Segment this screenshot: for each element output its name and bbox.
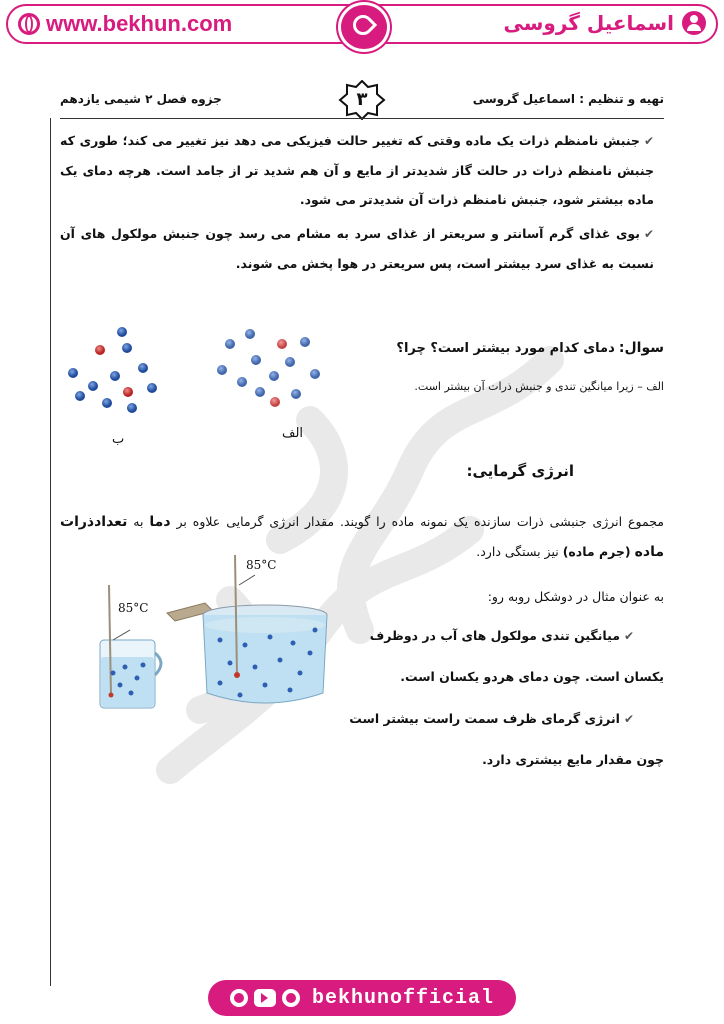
temp-large-label: 85°C	[246, 558, 277, 572]
social-handle[interactable]: bekhunofficial	[311, 986, 495, 1010]
telegram-icon[interactable]	[282, 989, 300, 1007]
website-text: www.bekhun.com	[46, 11, 233, 36]
page-number-badge	[338, 80, 386, 120]
point-2-line-1: ✔انرژی گرمای ظرف سمت راست بیشتر است	[349, 711, 634, 726]
point-1-line-1: ✔میانگین تندی مولکول های آب در دوظرف	[369, 628, 634, 643]
paragraph-smell: ✔بوی غذای گرم آسانتر و سریعتر از غذای سرد به مشام می رسد چون جنبش مولکول های آن نسبت به غذای سرد بیشتر است، پس سریعتر در هوا پخش می شوند.	[60, 226, 654, 271]
question-label: سوال:	[618, 340, 664, 356]
instagram-icon[interactable]	[230, 989, 248, 1007]
paragraph-motion: ✔جنبش نامنظم ذرات یک ماده وقتی که تغییر حالت فیزیکی می دهد نیز تغییر می کند؛ طوری که جنبش نامنظم ذرات در حالت گاز شدیدتر از مایع و آن هم شدید تر از جامد است. هرچه دمای یک ماده بیشتر شود، جنبش نامنظم ذرات آن شدیدتر می شود.	[60, 133, 654, 207]
label-b: ب	[112, 432, 125, 447]
point-1-line-2: یکسان است. چون دمای هردو یکسان است.	[400, 669, 664, 684]
question-answer: الف – زیرا میانگین تندی و جنبش ذرات آن بیشتر است.	[414, 380, 664, 393]
sample-a-molecules	[217, 329, 320, 407]
header-author: تهیه و تنظیم : اسماعیل گروسی	[472, 92, 664, 106]
brand-logo	[338, 2, 390, 52]
molecule-figure	[60, 318, 320, 448]
globe-icon	[18, 13, 40, 35]
check-bullet-icon: ✔	[623, 712, 634, 726]
question-text: دمای کدام مورد بیشتر است؟ چرا؟	[396, 341, 615, 356]
label-a: الف	[282, 426, 304, 441]
page-number: ۳	[356, 89, 368, 110]
margin-line	[50, 118, 51, 986]
question	[396, 340, 664, 356]
booklet-title: جزوه فصل ۲ شیمی یازدهم	[60, 92, 222, 106]
user-icon	[682, 11, 706, 35]
section-heading: انرژی گرمایی:	[466, 462, 574, 480]
author-name: اسماعیل گروسی	[503, 11, 674, 35]
website-link[interactable]	[18, 11, 232, 37]
example-intro: به عنوان مثال در دوشکل روبه رو:	[487, 589, 664, 604]
sample-b-molecules	[68, 327, 157, 413]
temp-small-label: 85°C	[118, 601, 149, 615]
large-pot	[167, 555, 327, 703]
youtube-icon[interactable]	[254, 989, 276, 1007]
check-bullet-icon: ✔	[643, 134, 654, 148]
header-divider	[60, 118, 664, 119]
check-bullet-icon: ✔	[643, 227, 654, 241]
point-2-line-2: چون مقدار مایع بیشتری دارد.	[482, 752, 664, 767]
social-footer[interactable]	[208, 980, 516, 1016]
definition: مجموع انرژی جنبشی ذرات سازنده یک نمونه ماده را گویند. مقدار انرژی گرمایی علاوه بر دما به تعدادذرات ماده (جرم ماده) نیز بستگی دارد.	[60, 514, 664, 560]
author-badge	[504, 11, 707, 35]
check-bullet-icon: ✔	[623, 629, 634, 643]
beakers-figure	[95, 545, 355, 720]
page-header	[60, 82, 664, 118]
